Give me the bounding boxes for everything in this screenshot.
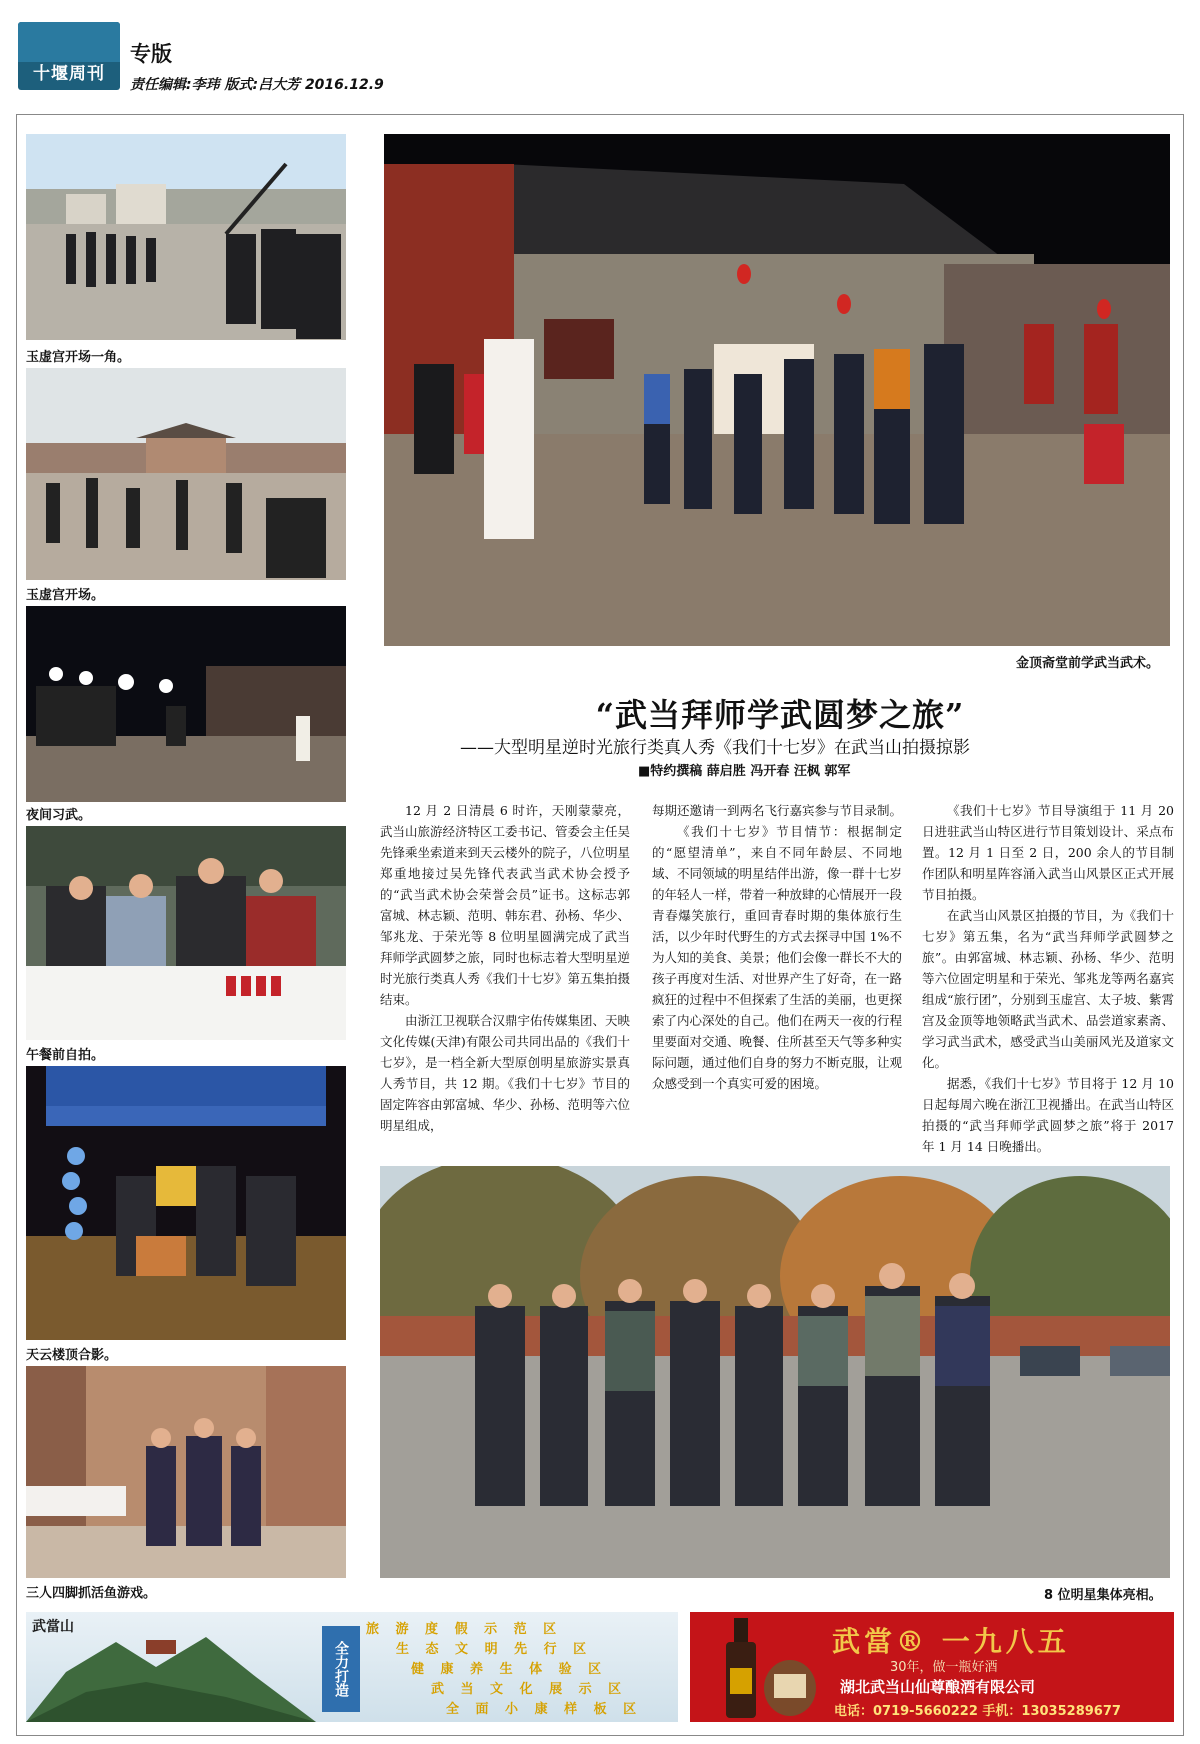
article-paragraph: 《我们十七岁》节目导演组于 11 月 20 日进驻武当山特区进行节目策划设计、采点布置。12 月 1 日至 2 日，200 余人的节目制作团队和明星阵容涌入武当山风景区正式开展节目拍摄。: [922, 803, 1174, 902]
article-paragraph: 在武当山风景区拍摄的节目，为《我们十七岁》第五集，名为“武当拜师学武圆梦之旅”。由郭富城、林志颖、孙杨、华少、范明等六位固定明星和于荣光、邹兆龙等两名嘉宾组成“旅行团”，分别到玉虚宫、太子坡、紫霄宫及金顶等地领略武当武术、品尝道家素斋、学习武当武术，感受武当山美丽风光及道家文化。: [922, 908, 1174, 1070]
caption-photo-4: 午餐前自拍。: [26, 1048, 105, 1063]
article-title: “武当拜师学武圆梦之旅”: [595, 696, 965, 734]
caption-photo-2: 玉虚宫开场。: [26, 588, 105, 603]
liquor-bottle-icon: [720, 1618, 820, 1718]
section-title: 专版: [130, 42, 172, 66]
photo-night-practice: [26, 606, 346, 802]
masthead-logo: [18, 22, 120, 90]
ad-left-line: 全 面 小 康 样 板 区: [446, 1702, 643, 1717]
ad-left-line: 旅 游 度 假 示 范 区: [366, 1622, 563, 1637]
article-byline: ■特约撰稿 薛启胜 冯开春 汪枫 郭军: [638, 764, 851, 779]
article-paragraph: 12 月 2 日清晨 6 时许，天刚蒙蒙亮，武当山旅游经济特区工委书记、管委会主任吴先锋乘坐索道来到天云楼外的院子，八位明星郑重地接过吴先锋代表武当武术协会授予的“武当武术协会荣誉会员”证书。这标志郭富城、林志颖、范明、韩东君、孙杨、华少、邹兆龙、于荣光等 8 位明星圆满完成了武当拜师学武圆梦之旅，同时也标志着大型明星逆时光旅行类真人秀《我们十七岁》第五集拍摄结束。: [380, 803, 631, 1007]
caption-photo-5: 天云楼顶合影。: [26, 1348, 118, 1363]
caption-bottom-photo: 8 位明星集体亮相。: [1044, 1588, 1162, 1603]
caption-photo-3: 夜间习武。: [26, 808, 92, 823]
ad-wudangshan-tourism: [26, 1612, 678, 1722]
article-paragraph: 由浙江卫视联合汉鼎宇佑传媒集团、天映文化传媒(天津)有限公司共同出品的《我们十七岁》，是一档全新大型原创明星旅游实景真人秀节目，共 12 期。《我们十七岁》节目的固定阵容由郭富城、华少、孙杨、范明等六位明星组成，: [380, 1013, 631, 1133]
ad-left-line: 健 康 养 生 体 验 区: [411, 1662, 608, 1677]
caption-photo-1: 玉虚宫开场一角。: [26, 350, 131, 365]
ad-right-company: 湖北武当山仙尊酿酒有限公司: [840, 1678, 1036, 1696]
caption-main-photo: 金顶斋堂前学武当武术。: [1016, 656, 1160, 671]
ad-left-line: 武 当 文 化 展 示 区: [431, 1682, 628, 1697]
article-paragraph: 《我们十七岁》节目情节：根据制定的“愿望清单”，来自不同年龄层、不同地域、不同领域的明星结伴出游，像一群十七岁的年轻人一样，带着一种放肆的心情展开一段青春爆笑旅行，重回青春时期的集体旅行生活，以少年时代野生的方式去探寻中国 1%不为人知的美食、美景；他们会像一群长不大的孩子再度对生活、对世界产生了好奇，在一路疯狂的过程中不但探索了生活的美丽，也更探索了内心深处的自己。他们在两天一夜的行程里要面对交通、晚餐、住所甚至天气等多种实际问题，通过他们自身的努力不断克服，让观众感受到一个真实可爱的困境。: [652, 824, 903, 1091]
ad-right-phone: 电话：0719-5660222 手机：13035289677: [834, 1704, 1121, 1719]
article-subtitle: ——大型明星逆时光旅行类真人秀《我们十七岁》在武当山拍摄掠影: [460, 738, 970, 758]
ad-left-logo: 武當山: [32, 1619, 74, 1635]
photo-yuxu-opening: [26, 368, 346, 580]
masthead-logo-text: 十堰周刊: [33, 64, 105, 84]
article-paragraph: 每期还邀请一到两名飞行嘉宾参与节目录制。: [652, 803, 903, 818]
caption-photo-6: 三人四脚抓活鱼游戏。: [26, 1586, 157, 1601]
photo-fish-game: [26, 1366, 346, 1578]
article-column-2: [652, 800, 902, 1094]
editor-line: 责任编辑:李玮 版式:吕大芳 2016.12.9: [130, 77, 384, 93]
article-column-1: [380, 800, 630, 1136]
photo-lunch-selfie: [26, 826, 346, 1040]
ad-right-brand: 武當® 一九八五: [832, 1625, 1070, 1658]
ad-left-badge: 全力打造: [322, 1626, 360, 1712]
article-paragraph: 据悉，《我们十七岁》节目将于 12 月 10 日起每周六晚在浙江卫视播出。在武当山特区拍摄的“武当拜师学武圆梦之旅”将于 2017 年 1 月 14 日晚播出。: [922, 1076, 1174, 1154]
article-column-3: [922, 800, 1174, 1157]
ad-wudang-liquor: [690, 1612, 1174, 1722]
ad-right-slogan: 30年，做一瓶好酒: [890, 1660, 998, 1675]
photo-yuxu-corner: [26, 134, 346, 340]
photo-rooftop-group: [26, 1066, 346, 1340]
photo-eight-stars: [380, 1166, 1170, 1578]
ad-left-line: 生 态 文 明 先 行 区: [396, 1642, 593, 1657]
photo-golden-summit-practice: [384, 134, 1170, 646]
